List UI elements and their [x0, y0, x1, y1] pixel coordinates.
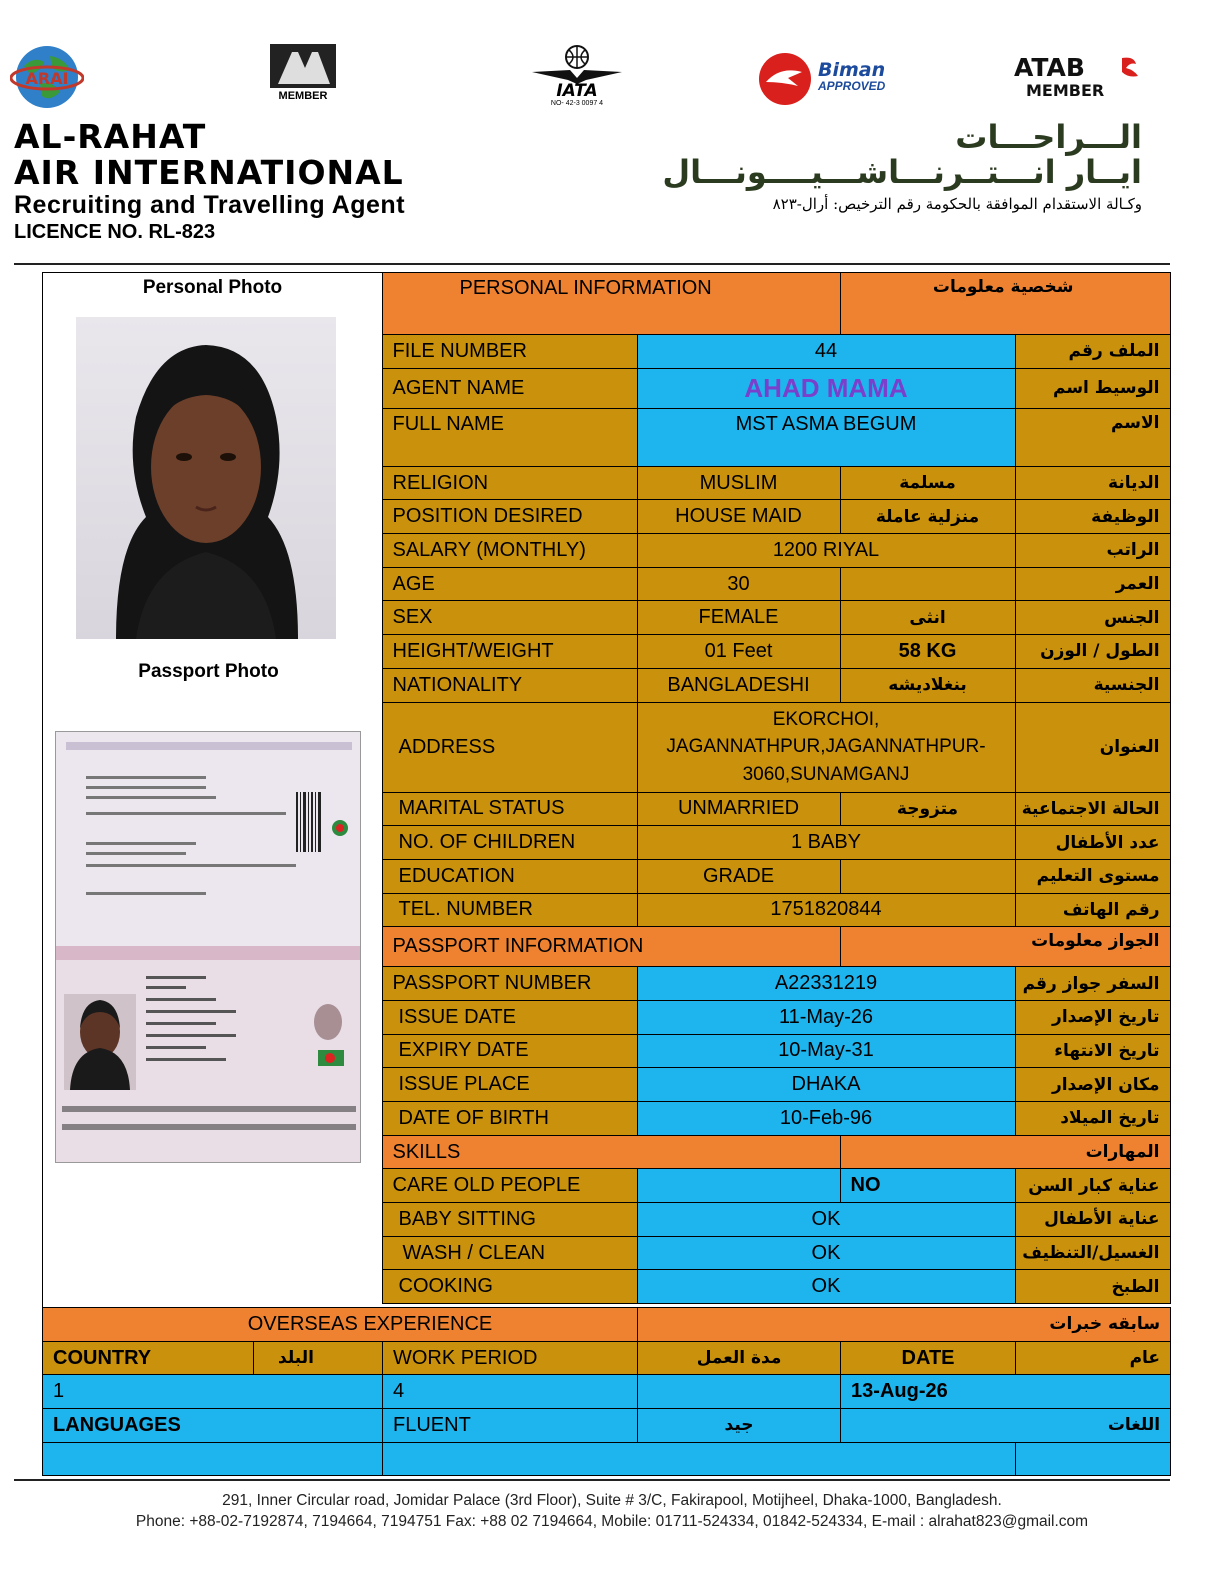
sex-value-ar: انثى — [840, 601, 1015, 635]
children-value: 1 BABY — [637, 826, 1015, 860]
dob-value: 10-Feb-96 — [637, 1102, 1015, 1136]
aaira-logo — [268, 44, 338, 102]
religion-label: RELIGION — [382, 466, 637, 500]
skills-title-ar: المهارات — [840, 1135, 1170, 1169]
full-name-ar: الاسم — [1015, 408, 1170, 466]
salary-ar: الراتب — [1015, 534, 1170, 568]
languages-label: LANGUAGES — [43, 1409, 383, 1443]
work-period-label: WORK PERIOD — [383, 1341, 638, 1375]
company-name-english — [14, 117, 406, 243]
full-name-label: FULL NAME — [382, 408, 637, 466]
passport-info-title-ar: الجواز معلومات — [840, 927, 1170, 967]
height-value: 01 Feet — [637, 635, 840, 669]
skills-title: SKILLS — [382, 1135, 840, 1169]
company-name-line2: AIR INTERNATIONAL — [14, 153, 404, 192]
nationality-ar: الجنسية — [1015, 668, 1170, 702]
baby-sitting-value: OK — [637, 1203, 1015, 1237]
age-empty-cell — [840, 567, 1015, 601]
baby-sitting-ar: عناية الأطفال — [1015, 1203, 1170, 1237]
fluent-label: FLUENT — [383, 1409, 638, 1443]
fluent-ar: جيد — [638, 1409, 841, 1443]
height-weight-label: HEIGHT/WEIGHT — [382, 635, 637, 669]
nationality-value-ar: بنغلاديشه — [840, 668, 1015, 702]
care-old-ar: عناية كبار السن — [1015, 1169, 1170, 1203]
salary-value: 1200 RIYAL — [637, 534, 1015, 568]
file-number-value: 44 — [637, 335, 1015, 369]
issue-place-ar: مكان الإصدار — [1015, 1068, 1170, 1102]
position-ar: الوظيفة — [1015, 500, 1170, 534]
agent-name-value: AHAD MAMA — [744, 372, 908, 403]
company-ar-line2: ايــار انـــتــرنـــاشـــيــــونـــال — [662, 153, 1142, 192]
work-period-empty-cell — [638, 1375, 841, 1409]
wash-clean-value: OK — [637, 1236, 1015, 1270]
svg-text:NO- 42-3 0097 4: NO- 42-3 0097 4 — [550, 100, 604, 106]
weight-value: 58 KG — [840, 635, 1015, 669]
position-value-ar: منزلية عاملة — [840, 500, 1015, 534]
company-name-line1: AL-RAHAT — [14, 117, 207, 156]
issue-place-value: DHAKA — [637, 1068, 1015, 1102]
education-label: EDUCATION — [382, 859, 637, 893]
company-ar-line3: وكـالة الاستقدام الموافقة بالحكومة رقم الترخيص: أرال-٨٢٣ — [772, 195, 1142, 214]
dob-ar: تاريخ الميلاد — [1015, 1102, 1170, 1136]
expiry-date-label: EXPIRY DATE — [382, 1034, 637, 1068]
passport-info-title: PASSPORT INFORMATION — [382, 927, 840, 967]
salary-label: SALARY (MONTHLY) — [382, 534, 637, 568]
tel-value: 1751820844 — [637, 893, 1015, 927]
personal-info-title-ar: شخصية معلومات — [840, 273, 1170, 335]
agent-name-label: AGENT NAME — [382, 368, 637, 408]
svg-text:APPROVED: APPROVED — [818, 79, 886, 93]
svg-text:Biman: Biman — [818, 59, 886, 81]
tel-ar: رقم الهاتف — [1015, 893, 1170, 927]
personal-photo — [76, 317, 336, 639]
atab-logo — [1010, 50, 1150, 102]
care-old-empty-cell — [637, 1169, 840, 1203]
cooking-label: COOKING — [382, 1270, 637, 1304]
care-old-label: CARE OLD PEOPLE — [382, 1169, 637, 1203]
issue-date-value: 11-May-26 — [637, 1000, 1015, 1034]
address-ar: العنوان — [1015, 702, 1170, 792]
file-number-ar: الملف رقم — [1015, 335, 1170, 369]
expiry-date-value: 10-May-31 — [637, 1034, 1015, 1068]
children-ar: عدد الأطفال — [1015, 826, 1170, 860]
svg-text:IATA: IATA — [556, 81, 598, 101]
sex-ar: الجنس — [1015, 601, 1170, 635]
position-value: HOUSE MAID — [637, 500, 840, 534]
wash-clean-label: WASH / CLEAN — [382, 1236, 637, 1270]
passport-number-label: PASSPORT NUMBER — [382, 967, 637, 1001]
overseas-title-ar: سابقه خبرات — [638, 1308, 1171, 1342]
marital-value: UNMARRIED — [637, 792, 840, 826]
overseas-title: OVERSEAS EXPERIENCE — [43, 1308, 638, 1342]
svg-text:ATAB: ATAB — [1014, 53, 1085, 82]
languages-blank-1 — [43, 1442, 383, 1476]
personal-photo-caption: Personal Photo — [142, 277, 283, 298]
nationality-value: BANGLADESHI — [637, 668, 840, 702]
issue-date-label: ISSUE DATE — [382, 1000, 637, 1034]
country-value: 1 — [43, 1375, 383, 1409]
baby-sitting-label: BABY SITTING — [382, 1203, 637, 1237]
education-empty-cell — [840, 859, 1015, 893]
photos-column — [42, 272, 382, 1308]
personal-info-title: PERSONAL INFORMATION — [382, 273, 840, 335]
passport-number-ar: السفر جواز رقم — [1015, 967, 1170, 1001]
education-ar: مستوى التعليم — [1015, 859, 1170, 893]
company-ar-line1: الـــراحـــات — [955, 118, 1142, 156]
religion-value-ar: مسلمة — [840, 466, 1015, 500]
languages-ar: اللغات — [841, 1409, 1171, 1443]
age-value: 30 — [637, 567, 840, 601]
marital-label: MARITAL STATUS — [382, 792, 637, 826]
care-old-value: NO — [840, 1169, 1015, 1203]
agent-name-ar: الوسيط اسم — [1015, 368, 1170, 408]
height-weight-ar: الطول / الوزن — [1015, 635, 1170, 669]
country-label: COUNTRY — [43, 1341, 254, 1375]
education-value: GRADE — [637, 859, 840, 893]
sex-value: FEMALE — [637, 601, 840, 635]
religion-ar: الديانة — [1015, 466, 1170, 500]
svg-text:MEMBER: MEMBER — [1026, 81, 1105, 100]
date-value: 13-Aug-26 — [841, 1375, 1171, 1409]
address-value: EKORCHOI, JAGANNATHPUR,JAGANNATHPUR-3060,SUNAMGANJ — [637, 702, 1015, 792]
iata-logo — [530, 44, 624, 106]
languages-blank-3 — [1016, 1442, 1171, 1476]
cooking-ar: الطبخ — [1015, 1270, 1170, 1304]
country-ar: البلد — [254, 1341, 383, 1375]
age-label: AGE — [382, 567, 637, 601]
company-tagline: Recruiting and Travelling Agent — [14, 191, 406, 219]
licence-number: LICENCE NO. RL-823 — [14, 221, 216, 243]
position-label: POSITION DESIRED — [382, 500, 637, 534]
issue-date-ar: تاريخ الإصدار — [1015, 1000, 1170, 1034]
sex-label: SEX — [382, 601, 637, 635]
work-period-ar: مدة العمل — [638, 1341, 841, 1375]
footer-phones: Phone: +88-02-7192874, 7194664, 7194751 Fax: +88 02 7194664, Mobile: 01711-524334, 01842-524334, E-mail : alrahat823@gmail.com — [135, 1513, 1089, 1531]
footer-divider — [14, 1479, 1170, 1481]
overseas-table — [42, 1307, 1171, 1476]
cooking-value: OK — [637, 1270, 1015, 1304]
company-name-arabic — [662, 120, 1142, 213]
children-label: NO. OF CHILDREN — [382, 826, 637, 860]
passport-number-value: A22331219 — [637, 967, 1015, 1001]
date-label: DATE — [841, 1341, 1016, 1375]
date-ar: عام — [1016, 1341, 1171, 1375]
arai-logo — [10, 44, 84, 110]
expiry-date-ar: تاريخ الانتهاء — [1015, 1034, 1170, 1068]
address-label: ADDRESS — [382, 702, 637, 792]
full-name-value: MST ASMA BEGUM — [637, 408, 1015, 466]
tel-label: TEL. NUMBER — [382, 893, 637, 927]
biman-logo — [758, 52, 908, 106]
age-ar: العمر — [1015, 567, 1170, 601]
dob-label: DATE OF BIRTH — [382, 1102, 637, 1136]
marital-value-ar: متزوجة — [840, 792, 1015, 826]
file-number-label: FILE NUMBER — [382, 335, 637, 369]
header-divider — [14, 263, 1170, 265]
nationality-label: NATIONALITY — [382, 668, 637, 702]
issue-place-label: ISSUE PLACE — [382, 1068, 637, 1102]
marital-ar: الحالة الاجتماعية — [1015, 792, 1170, 826]
passport-photo-caption: Passport Photo — [138, 661, 279, 682]
svg-text:ARAI: ARAI — [25, 69, 69, 88]
wash-clean-ar: الغسيل/التنظيف — [1015, 1236, 1170, 1270]
work-period-value: 4 — [383, 1375, 638, 1409]
footer-address: 291, Inner Circular road, Jomidar Palace (3rd Floor), Suite # 3/C, Fakirapool, Motijheel, Dhaka-1000, Bangladesh. — [222, 1492, 1002, 1509]
religion-value: MUSLIM — [637, 466, 840, 500]
passport-scan-image — [55, 731, 361, 1163]
svg-text:MEMBER: MEMBER — [278, 90, 328, 102]
footer-contact — [0, 1490, 1224, 1533]
languages-blank-2 — [383, 1442, 1016, 1476]
